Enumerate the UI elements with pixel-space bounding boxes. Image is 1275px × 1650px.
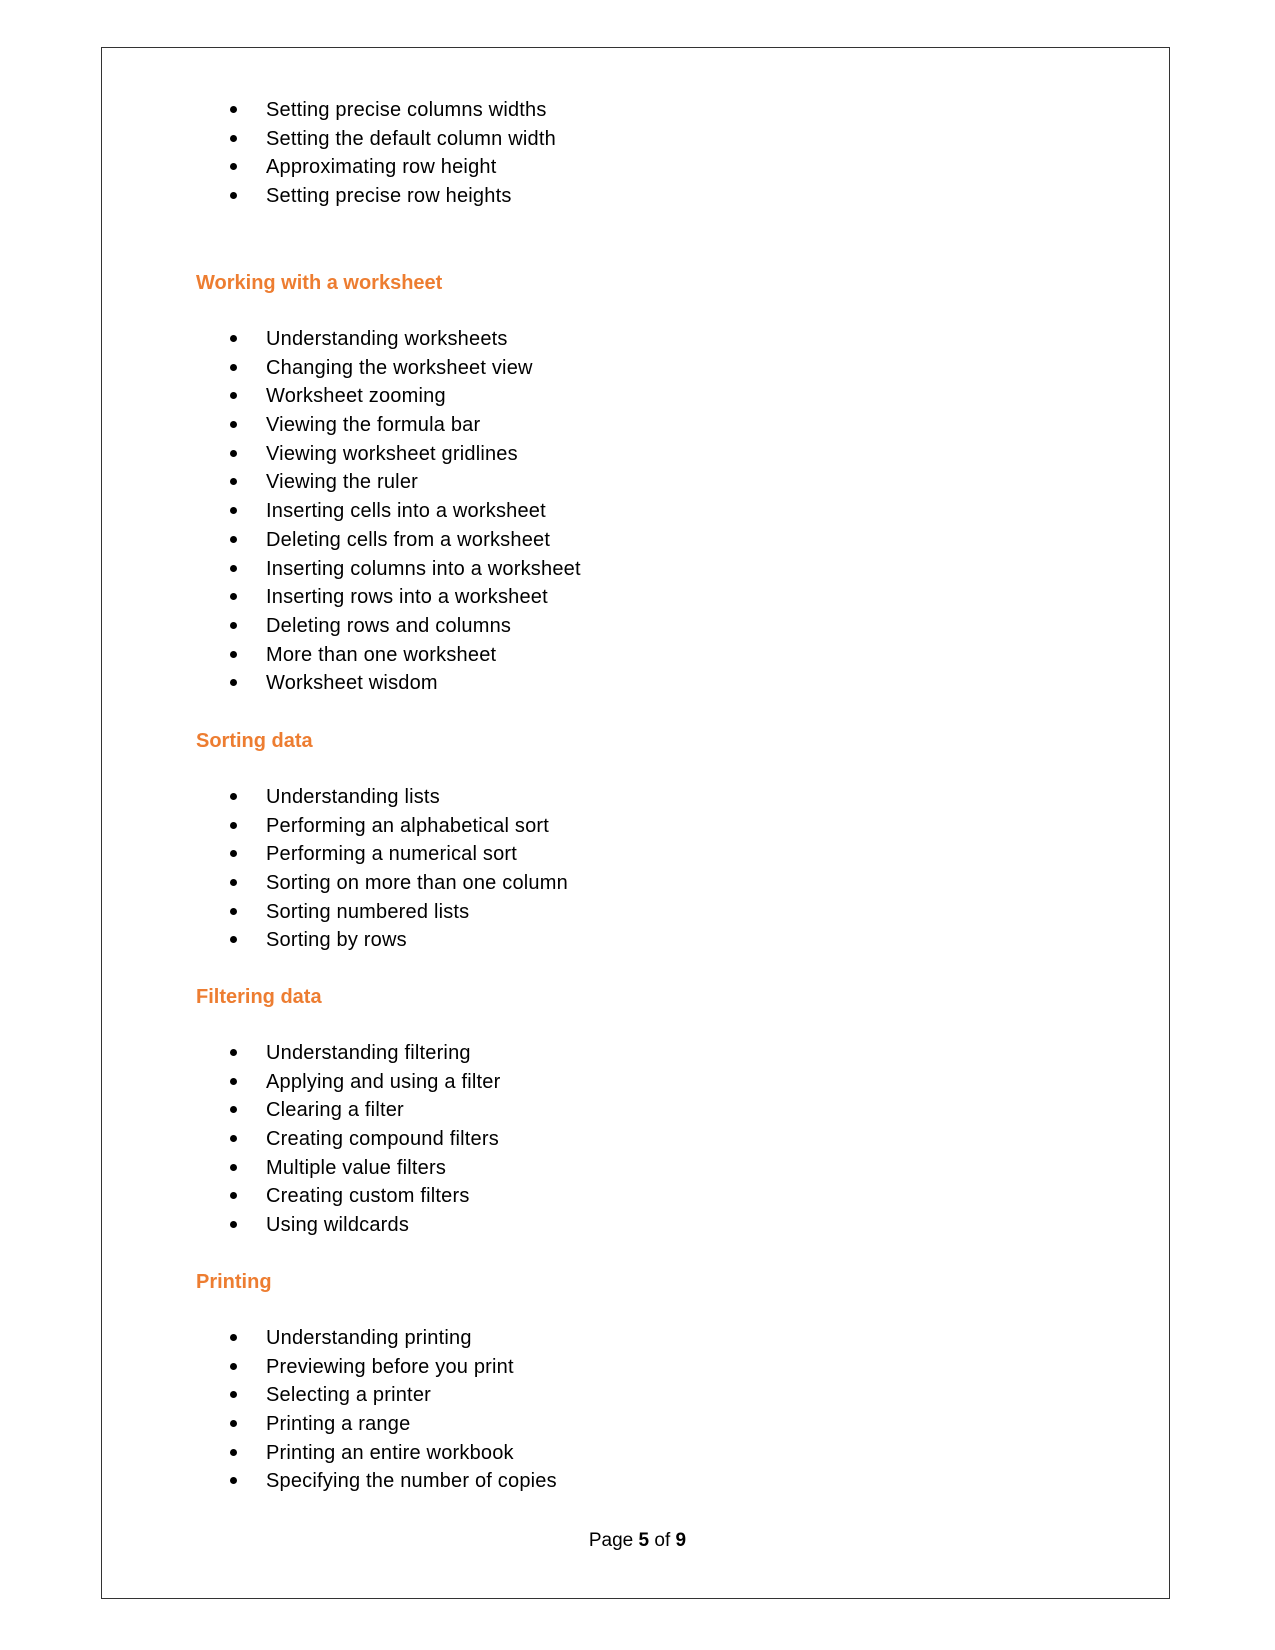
bullet-icon	[230, 192, 237, 199]
section-heading-filtering-data: Filtering data	[196, 986, 322, 1008]
bullet-icon	[230, 793, 237, 800]
bullet-icon	[230, 536, 237, 543]
bullet-icon	[230, 822, 237, 829]
bullet-icon	[230, 651, 237, 658]
bullet-icon	[230, 1049, 237, 1056]
current-page-number: 5	[638, 1530, 650, 1551]
bullet-icon	[230, 1363, 237, 1370]
bullet-icon	[230, 135, 237, 142]
page-label: Page	[588, 1530, 634, 1551]
bullet-icon	[230, 1420, 237, 1427]
bullet-icon	[230, 622, 237, 629]
bullet-icon	[230, 565, 237, 572]
section-heading-sorting-data: Sorting data	[196, 730, 313, 752]
total-pages-number: 9	[675, 1530, 687, 1551]
page-footer	[0, 1528, 1275, 1554]
bullet-icon	[230, 879, 237, 886]
bullet-icon	[230, 908, 237, 915]
bullet-icon	[230, 106, 237, 113]
bullet-icon	[230, 421, 237, 428]
bullet-icon	[230, 335, 237, 342]
bullet-icon	[230, 1164, 237, 1171]
section-heading-working-with-worksheet: Working with a worksheet	[196, 272, 443, 294]
bullet-icon	[230, 1449, 237, 1456]
bullet-icon	[230, 1334, 237, 1341]
section-heading-printing: Printing	[196, 1271, 272, 1293]
of-label: of	[654, 1530, 671, 1551]
bullet-icon	[230, 450, 237, 457]
bullet-icon	[230, 1078, 237, 1085]
bullet-icon	[230, 364, 237, 371]
bullet-icon	[230, 1135, 237, 1142]
